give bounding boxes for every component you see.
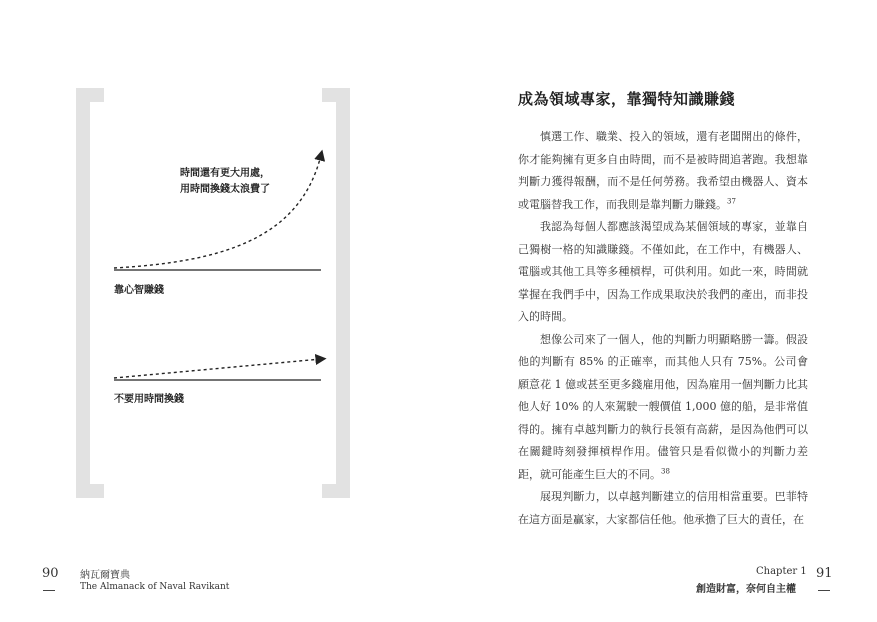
folio-dash-left (43, 590, 55, 591)
linear-line-dashed (114, 359, 321, 378)
left-page (0, 0, 438, 622)
chapter-title: 創造財富，奈何自主權 (696, 584, 796, 595)
body-text (518, 126, 808, 531)
folio-dash-right (818, 590, 830, 591)
annotation-line-2: 用時間換錢太浪費了 (180, 184, 270, 195)
page-number-right: 91 (816, 566, 833, 581)
section-title: 成為領域專家，靠獨特知識賺錢 (518, 90, 736, 108)
paragraph-4: 展現判斷力，以卓越判斷建立的信用相當重要。巴菲特在這方面是贏家，大家都信任他。他承擔了巨大的責任，在 (518, 490, 808, 526)
footnote-ref-37: 37 (727, 196, 736, 205)
paragraph-2: 我認為每個人都應該渴望成為某個領域的專家，並靠自己獨樹一格的知識賺錢。不僅如此，在工作中，有機器人、電腦或其他工具等多種槓桿，可供利用。如此一來，時間就掌握在我們手中，因為工作成果取決於我們的產出，而非投入的時間。 (518, 220, 808, 323)
leverage-figure (0, 0, 438, 622)
book-title-en: The Almanack of Naval Ravikant (80, 582, 230, 592)
figure-annotation (140, 166, 270, 198)
right-page (438, 0, 877, 622)
label-dont-trade-time: 不要用時間換錢 (114, 394, 184, 405)
chapter-label: Chapter 1 (756, 566, 807, 577)
label-earn-with-mind: 靠心智賺錢 (114, 285, 164, 296)
paragraph-3: 想像公司來了一個人，他的判斷力明顯略勝一籌。假設他的判斷有 85% 的正確率，而其他人只有 75%。公司會願意花 1 億或甚至更多錢雇用他，因為雇用一個判斷力比其他人好 10% 的人來駕駛一艘價值 1,000 億的船，是非常值得的。擁有卓越判斷力的執行長領有高薪，是因為他們可以在關鍵時刻發揮槓桿作用。儘管只是看似微小的判斷力差距，就可能產生巨大的不同。$^{38}$ (518, 332, 808, 481)
book-title-cn: 納瓦爾寶典 (80, 570, 130, 581)
annotation-line-1: 時間還有更大用處， (180, 168, 270, 179)
footnote-ref-38: 38 (661, 466, 670, 475)
page-number-left: 90 (42, 566, 59, 581)
paragraph-1: 慎選工作、職業、投入的領域，還有老闆開出的條件，你才能夠擁有更多自由時間，而不是被時間追著跑。我想靠判斷力獲得報酬，而不是任何勞務。我希望由機器人、資本或電腦替我工作，而我則是靠判斷力賺錢。$^{37}$ (518, 130, 808, 211)
